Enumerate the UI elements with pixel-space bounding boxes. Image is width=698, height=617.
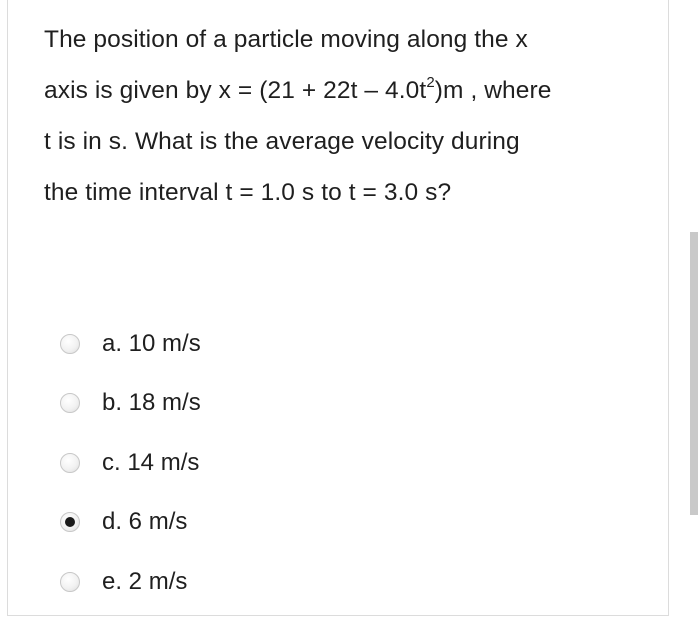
radio-button-a[interactable] — [60, 334, 80, 354]
radio-button-d[interactable] — [60, 512, 80, 532]
question-line-4: the time interval t = 1.0 s to t = 3.0 s? — [44, 179, 452, 206]
answer-options — [60, 314, 201, 612]
option-a-label[interactable]: a. 10 m/s — [102, 329, 201, 357]
question-line-2-end: )m , where — [434, 77, 552, 104]
radio-button-b[interactable] — [60, 393, 80, 413]
option-b[interactable] — [60, 374, 201, 434]
option-e[interactable] — [60, 552, 201, 612]
radio-button-e[interactable] — [60, 572, 80, 592]
option-c[interactable] — [60, 433, 201, 493]
question-text — [44, 14, 644, 218]
question-line-2-main: axis is given by x = (21 + 22t – 4.0t — [44, 77, 427, 104]
scrollbar[interactable] — [690, 232, 698, 515]
option-e-label[interactable]: e. 2 m/s — [102, 567, 188, 595]
option-d-label[interactable]: d. 6 m/s — [102, 508, 188, 536]
option-d[interactable] — [60, 493, 201, 553]
exponent: 2 — [426, 73, 435, 91]
option-b-label[interactable]: b. 18 m/s — [102, 389, 201, 417]
question-line-2 — [44, 65, 644, 116]
option-c-label[interactable]: c. 14 m/s — [102, 448, 200, 476]
question-line-3: t is in s. What is the average velocity during — [44, 128, 520, 155]
radio-button-c[interactable] — [60, 453, 80, 473]
question-line-1: The position of a particle moving along the x — [44, 26, 528, 53]
option-a[interactable] — [60, 314, 201, 374]
